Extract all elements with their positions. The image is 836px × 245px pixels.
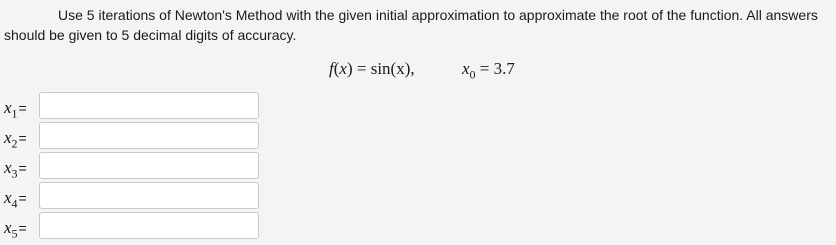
answer-input-x2[interactable]	[39, 122, 259, 149]
answer-variable: x	[4, 98, 12, 117]
function-variable: x	[339, 59, 347, 78]
answer-subscript: 3	[11, 166, 18, 181]
answer-label-x5	[4, 218, 27, 241]
answer-label-x4	[4, 188, 27, 211]
initial-variable: x	[462, 59, 470, 78]
answer-equals: =	[18, 130, 27, 146]
answer-variable: x	[4, 188, 12, 207]
answer-variable: x	[4, 128, 12, 147]
answer-equals: =	[18, 100, 27, 116]
answer-label-x2	[4, 128, 27, 151]
answer-subscript: 1	[11, 106, 18, 121]
answer-input-x1[interactable]	[39, 92, 259, 119]
function-expression: sin(x),	[370, 59, 415, 78]
answer-variable: x	[4, 158, 12, 177]
answer-subscript: 4	[11, 196, 18, 211]
initial-approximation	[462, 59, 515, 82]
initial-value: 3.7	[493, 59, 515, 78]
function-definition: f(x) = sin(x),	[329, 59, 415, 78]
answer-input-x5[interactable]	[39, 212, 259, 239]
answer-variable: x	[4, 218, 12, 237]
initial-subscript: 0	[469, 67, 476, 82]
initial-equals: =	[475, 59, 494, 78]
answer-label-x3	[4, 158, 27, 181]
answer-equals: =	[18, 160, 27, 176]
answer-subscript: 5	[11, 226, 18, 241]
instructions-text: Use 5 iterations of Newton's Method with the given initial approximation to approximate the root of the function. All answers should be given to 5 decimal digits of accuracy.	[4, 7, 818, 43]
answer-input-x4[interactable]	[39, 182, 259, 209]
answer-equals: =	[18, 220, 27, 236]
function-equals: =	[352, 59, 371, 78]
answer-label-x1	[4, 98, 27, 121]
answer-subscript: 2	[11, 136, 18, 151]
answer-input-x3[interactable]	[39, 152, 259, 179]
answer-equals: =	[18, 190, 27, 206]
function-name: f	[329, 59, 334, 78]
